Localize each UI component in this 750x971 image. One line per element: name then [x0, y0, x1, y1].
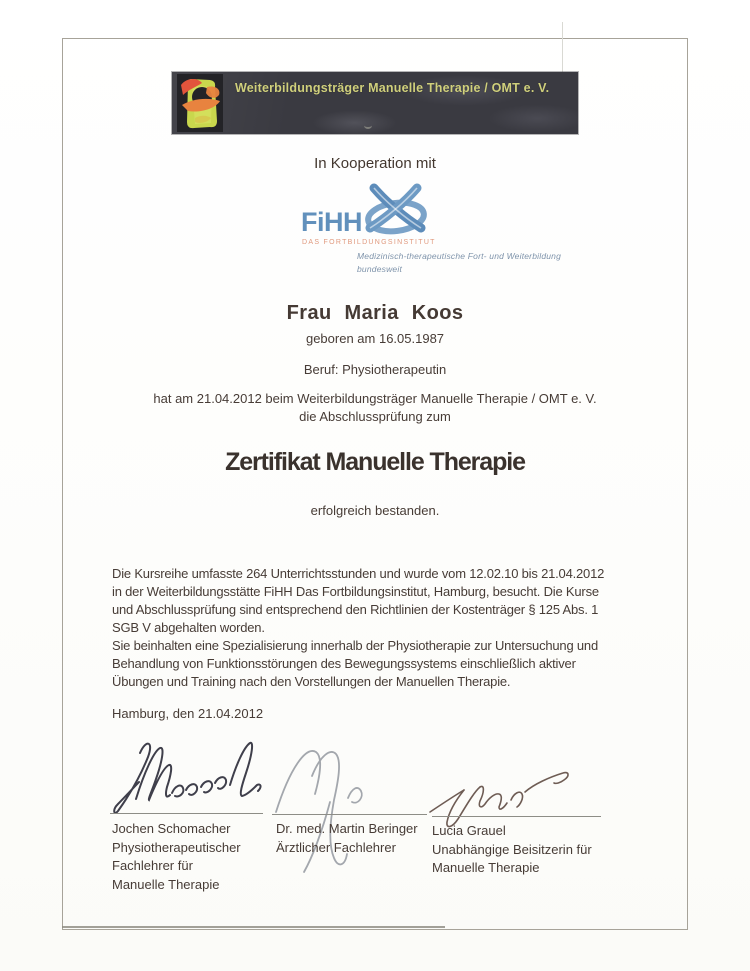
result-line: erfolgreich bestanden.	[310, 503, 440, 518]
signatory-role-line: Manuelle Therapie	[432, 860, 540, 875]
signatory-block	[276, 820, 446, 857]
recipient-name: Frau Maria Koos	[286, 302, 464, 324]
fihh-tagline-line1: Medizinisch-therapeutische Fort- und Weiterbildung	[357, 251, 562, 261]
signature-line	[272, 814, 427, 815]
recipient-profession-line: Beruf: Physiotherapeutin	[303, 362, 447, 377]
signatory-block	[432, 822, 622, 878]
body-line: Sie beinhalten eine Spezialisierung innerhalb der Physiotherapie zur Untersuchung und	[112, 638, 598, 653]
signatory-role-line: Manuelle Therapie	[112, 876, 220, 892]
certificate-title: Zertifikat Manuelle Therapie	[225, 448, 525, 476]
signatory-role-line: Unabhängige Beisitzerin für	[432, 841, 592, 857]
cooperation-label: In Kooperation mit	[314, 155, 436, 172]
signatory-name: Lucia Grauel	[432, 823, 506, 838]
omt-massage-logo-icon	[177, 74, 223, 132]
signature-line	[432, 816, 601, 817]
recipient-birth-line: geboren am 16.05.1987	[305, 331, 445, 346]
body-line: und Abschlussprüfung sind entsprechend den Richtlinien der Kostenträger § 125 Abs. 1	[112, 602, 599, 617]
scan-smudge	[364, 122, 372, 129]
signatory-role-line: Physiotherapeutischer	[112, 839, 241, 855]
body-line: Die Kursreihe umfasste 264 Unterrichtsstunden und wurde vom 12.02.10 bis 21.04.2012	[112, 566, 605, 581]
body-line: in der Weiterbildungsstätte FiHH Das Fortbildungsinstitut, Hamburg, besucht. Die Kurse	[112, 584, 599, 599]
fihh-subtitle: DAS FORTBILDUNGSINSTITUT	[302, 239, 436, 246]
statement-line1: hat am 21.04.2012 beim Weiterbildungsträger Manuelle Therapie / OMT e. V.	[153, 391, 597, 406]
sheet-border-bottom-shade	[62, 926, 445, 928]
signatory-role-line: Fachlehrer für	[112, 858, 193, 873]
fihh-tagline-line2: bundesweit	[357, 264, 403, 274]
banner-title: Weiterbildungsträger Manuelle Therapie / OMT e. V.	[235, 81, 550, 95]
scan-artifact-line	[562, 22, 563, 74]
signatory-name: Dr. med. Martin Beringer	[276, 821, 418, 836]
signatory-name: Jochen Schomacher	[112, 821, 231, 836]
signatory-role-line: Ärztlicher Fachlehrer	[276, 839, 396, 855]
place-date-line: Hamburg, den 21.04.2012	[112, 706, 264, 721]
body-line: Übungen und Training nach den Vorstellungen der Manuellen Therapie.	[112, 674, 511, 689]
statement-line2: die Abschlussprüfung zum	[299, 409, 451, 424]
body-paragraph	[112, 565, 664, 691]
signatory-block	[112, 820, 272, 894]
body-line: SGB V abgehalten worden.	[112, 620, 265, 635]
fihh-knot-icon	[361, 182, 431, 236]
signature-line	[110, 813, 263, 814]
body-line: Behandlung von Funktionsstörungen des Bewegungssystems einschließlich aktiver	[112, 656, 576, 671]
fihh-wordmark: FiHH	[301, 207, 362, 237]
header-banner	[172, 72, 578, 134]
